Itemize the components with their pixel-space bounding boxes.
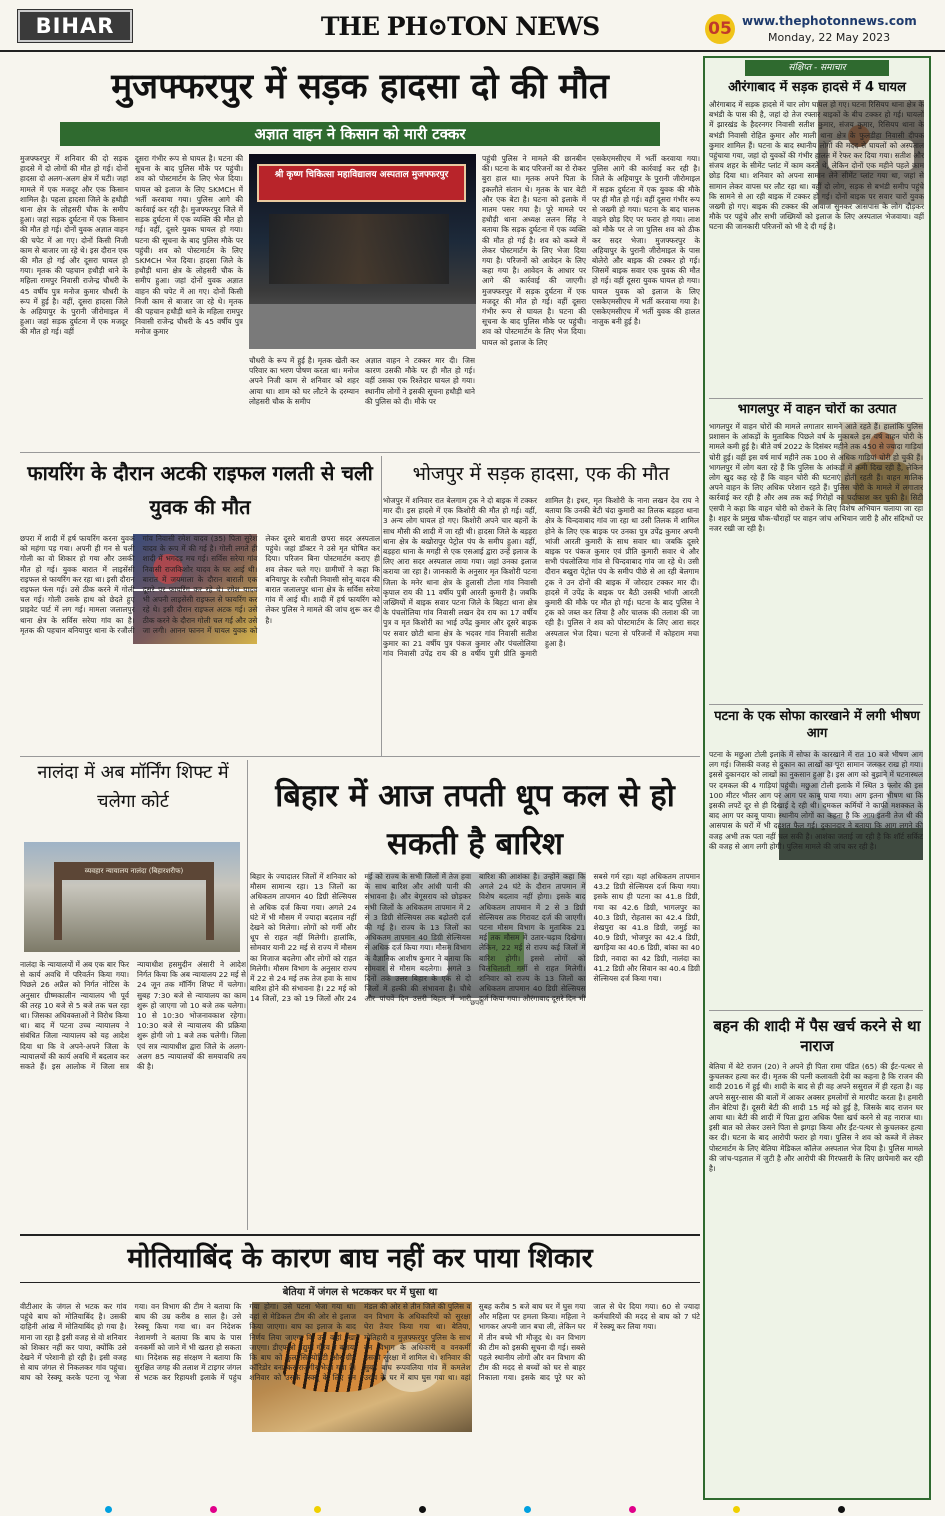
tiger-body: वीटीआर के जंगल से भटक कर गांव पहुंचे बाघ को मोतियाबिंद है। उसकी दाहिनी आंख में मोतियाबिंद हो गया है। माना जा रहा है इसी वजह से वो शनिवार को शिकार नहीं कर पाया, क्योंकि उसे देखने में परेशानी हो रही है। इसी वजह से बाघ जंगल से निकलकर गांव पहुंचा। बाघ को रेस्क्यू करके पटना जू भेजा गया। वन विभाग की टीम ने बताया कि बाघ की उम्र करीब 8 साल है। उसे रेस्क्यू किया गया था। वन निदेशक नेशामणी ने बताया कि बाघ के पास वनकर्मी को जाने में भी खतरा हो सकता था। निदेशक सह संरक्षण ने बताया कि सुरक्षित जगह की तलाश में टाइगर जंगल से भटक कर रिहायशी इलाके में पहुंच गया होगा। उसे पटना भेजा गया था। वहां से मेडिकल टीम की ओर से इलाज किया जाएगा। बाघ का इलाज के बाद निर्णय लिया जाएगा कि उसे कहां रखा जाएगा। डीएफओ प्रद्युम्न गौरव ने बताया कि बाघ को फुल सिक्योरिटी और ग्रीन कॉरिडोर बना कर राजगीर भेजा गया है। शनिवार को उसके रेस्क्यू के लिए वन मंडल की ओर से तीन जिले की पुलिस व वन विभाग के अधिकारियों को सुरक्षा घेरा तैयार किया गया था। बेतिया, मोतिहारी व मुज़फ्फरपुर पुलिस के साथ वन विभाग के अधिकारी व वनकर्मी उसकी सुरक्षा में शामिल थे। शनिवार की सुबह बाघ रूपवलिया गांव में कमलेश उरांव के घर में बाघ घुस गया था। वहां सुबह करीब 5 बजे बाघ घर में घुस गया और महिला पर हमला किया। महिला ने भागकर अपनी जान बचा ली, लेकिन घर में तीन बच्चे भी मौजूद थे। वन विभाग की टीम को इसकी सूचना दी गई। सबसे पहले स्थानीय लोगों और वन विभाग की टीम की मदद से बच्चों को घर से बाहर निकाला गया। इसके बाद पूरे घर को जाल से घेर दिया गया। 60 से ज्यादा कर्मचारियों की मदद से बाघ को 7 घंटे में रेस्क्यू कर लिया गया। [20,1302,700,1383]
color-registration-strip [105,1506,845,1514]
nalanda-headline: नालंदा में अब मॉर्निंग शिफ्ट में चलेगा कोर्ट [37,762,229,812]
court-photo: व्यवहार न्यायालय नालंदा (बिहारशरीफ) [24,842,240,952]
section-label: BIHAR [18,10,132,42]
divider [20,452,700,453]
website-link[interactable]: www.thephotonnews.com [742,14,917,28]
lead-column-2: दूसरा गंभीर रूप से घायल है। घटना की सूचना के बाद पुलिस मौके पर पहुंची। शव को पोस्टमार्टम के लिए भेज दिया। घायल को इलाज के लिए SKMCH में भर्ती करवाया गया। पुलिस आगे की कार्रवाई कर रही है। मुजफ्फरपुर जिले में सड़क दुर्घटना में एक व्यक्ति की मौत हो गई। वहीं, दूसरे युवक घायल हो गया। घटना की सूचना के बाद पुलिस मौके पर पहुंची। शव को पोस्टमार्टम के लिए SKMCH भेज दिया। हादसा जिले के हथौड़ी थाना क्षेत्र के लोहसरी चौक के समीप हुआ। जहां दोनों युवक अज्ञात वाहन की चपेट में आ गए। दोनों किसी निजी काम से बाजार जा रहे थे। मृतक की पहचान हथौड़ी थाने के महिला रामपुर निवासी राजेन्द्र चौधरी के 45 वर्षीय पुत्र मनोज कुमार [135,154,243,337]
rifle-story [20,456,380,756]
brief4-body: बेतिया में बेटे राजन (20) ने अपने ही पिता रामा पंडित (65) की ईंट-पत्थर से कुचलकर हत्या कर दी। मृतक की पत्नी कलावती देवी का कहना है कि राजन की शादी 2016 में हुई थी। शादी के बाद से ही वह अपने ससुराल में ही रहता है। वह अपने ससुर-सास की बातों में आकर अक्सर हमलोगों से मारपीट करता है। हमारी तीन बेटियां हैं। दूसरी बेटी की शादी 15 मई को हुई है, जिसके बाद राजन घर आया था। बेटी की शादी में पिता द्वारा अधिक पैसा खर्च करने से वह नाराज था। इसी बात को लेकर उसने पिता से झगड़ा किया और ईंट-पत्थर से कुचलकर हत्या कर दी। घटना के बाद आरोपी फरार हो गया। पुलिस ने शव को कब्जे में लेकर पोस्टमार्टम के लिए बेतिया मेडिकल कॉलेज अस्पताल भेज दिया है। पुलिस मामले की जांच-पड़ताल में जुटी है और आरोपी की गिरफ्तारी के लिए छापेमारी कर रही है। [709,1062,923,1174]
bhojpur-headline: भोजपुर में सड़क हादसा, एक की मौत [412,463,670,485]
lead-column-5: पहुंची पुलिस ने मामले की छानबीन की। घटना के बाद परिजनों का रो रोकर बुरा हाल था। मृतक अपने पिता के इकलौते संतान थे। मृतक के चार बेटी और एक बेटा है। घटना को इलाके में मातम पसर गया है। पूरे मामले पर हथौड़ी थाना अध्यक्ष ललन सिंह ने बताया कि सड़क दुर्घटना में एक व्यक्ति की मौत हो गई है। शव को कब्जे में लेकर पोस्टमार्टम के लिए भेजा दिया गया है। परिजनों को आवेदन के लिए कहा गया है। आवेदन के आधार पर आगे की कार्रवाई की जाएगी। मुजफ्फरपुर में सड़क दुर्घटना में एक मजदूर की मौत हो गई। वहीं दूसरा गंभीर रूप से घायल है। घटना की सूचना के बाद पुलिस मौके पर पहुंची। शव को पोस्टमार्टम के लिए भेज दिया। घायल को इलाज के लिए [482,154,586,347]
weather-headline: बिहार में आज तपती धूप कल से हो सकती है बारिश [275,778,675,862]
lead-story [20,58,700,453]
nalanda-body: नालंदा के न्यायालयों में अब एक बार फिर से कार्य अवधि में परिवर्तन किया गया। पिछले 26 अप्रैल को निर्गत नोटिस के अनुसार ग्रीष्मकालीन न्यायालय भी पूर्व की तरह 10 बजे से 5 बजे तक चल रहा था। जिसका अधिवक्ताओं ने विरोध किया था। बाद में पटना उच्च न्यायालय ने संबंधित जिला न्यायालय को यह आदेश दिया था कि वे अपने-अपने जिला के न्यायालयों की कार्य अवधि में बदलाव कर सकते हैं। इस आलोक में जिला सत्र न्यायाधीश हसमुदीन अंसारी ने आदेश निर्गत किया कि अब न्यायालय 22 मई से 24 जून तक मॉर्निंग शिफ्ट में चलेगा। सुबह 7:30 बजे से न्यायालय का काम शुरू हो जाएगा जो 10 बजे तक चलेगा। 10 से 10:30 भोजनावकाश रहेगा। 10:30 बजे से न्यायालय की प्रक्रिया शुरू होगी जो 1 बजे तक चलेगी। जिला एवं सत्र न्यायाधीश द्वारा जिले के अलग-अलग 85 न्यायालयों की समयावधि तय की है। [20,960,246,1072]
page-number: 05 [705,14,735,44]
weather-story [250,772,700,1232]
masthead [0,0,945,52]
brief1-headline: औरंगाबाद में सड़क हादसे में 4 घायल [728,80,906,95]
paper-name: THE PH⊙TON NEWS [320,12,600,41]
tiger-headline-bar: मोतियाबिंद के कारण बाघ नहीं कर पाया शिकार [20,1234,700,1283]
brief2-headline: भागलपुर में वाहन चोरों का उत्पात [737,402,897,417]
brief1-body: औरंगाबाद में सड़क हादसे में चार लोग घायल हो गए। घटना रिसियप थाना क्षेत्र के बभंडी के पास की है, जहां दो तेज रफ्तार बाइकों के बीच टक्कर हो गई। घायलों में झारखंड के हैदरनगर निवासी सतीश कुमार, संजय कुमार, रिसियप थाना के बभंडी निवासी रोहित कुमार और माली थाना क्षेत्र के फुलडीहा निवासी दीपक कुमार शामिल हैं। घटना के बाद स्थानीय लोगों की मदद से घायलों को अस्पताल पहुंचाया गया, जहां दो युवकों की गंभीर हालत में रेफर कर दिया गया। सतीश और संजय शहर के सीमेंट प्लांट में काम करते थे, लेकिन दोनों एक महीने पहले काम छोड़ दिया था। शनिवार को अपना सामान लेने सीमेंट प्लांट गया था, जहां से सामान लेकर वापस घर लौट रहा था। वहीं दो लोग, सड़क से बभंडी समीप पहुंचे कि सामने से आ रही बाइक में टक्कर हो गई। दोनों बाइक पर सवार चारों युवक जख्मी हो गए। बाइक की टक्कर की आवाज सुनकर आसपास के लोग दौड़कर मौके पर पहुंचे और सभी जख्मियों को इलाज के लिए अस्पताल भेजवाया। वहीं घटना की जानकारी परिजनों को भी दे दी गई है। [709,100,924,232]
hospital-signboard: श्री कृष्ण चिकित्सा महाविद्यालय अस्पताल मुजफ्फरपुर [257,164,466,202]
lead-headline: मुजफ्फरपुर में सड़क हादसा दो की मौत [111,67,609,107]
rifle-headline: फायरिंग के दौरान अटकी राइफल गलती से चली युवक की मौत [27,461,373,519]
lead-column-4: अज्ञात वाहन ने टक्कर मार दी। जिस कारण उसकी मौके पर ही मौत हो गई। वहीं उसका एक रिश्तेदार घायल हो गया। स्थानीय लोगों ने इसकी सूचना हथौड़ी थाने की पुलिस को दी। मौके पर [365,356,475,406]
lead-column-6: एसकेएमसीएच में भर्ती करवाया गया। पुलिस आगे की कार्रवाई कर रही है। जिले के अहियापुर के पुरानी जीरोमाइल में सड़क दुर्घटना में एक युवक की मौके पर ही मौत हो गई। वहीं दूसरा गंभीर रूप से जख्मी हो गया। घटना के बाद चालक वाहने छोड़ दिए पर फरार हो गया। लाश को मौके पर ले जा पुलिस शव को ठीक कर सदर भेजा। मुजफ्फरपुर के अहियापुर के पुरानी जीरोमाइल के पास बोलेरो और बाइक की टक्कर हो गई। जिसमें बाइक सवार एक युवक की मौत हो गई। वहीं दूसरा युवक घायल हो गया। घायल युवक को इलाज के लिए एसकेएमसीएच में भर्ती करवाया गया है। एसकेएमसीएच में भर्ती युवक की हालत नाजुक बनी हुई है। [592,154,700,327]
brief2-body: भागलपुर में वाहन चोरों की मामले लगातार सामने आते रहते हैं। हालांकि पुलिस प्रशासन के आंकड़ों के मुताबिक पिछले वर्ष के मुकाबले इस वर्ष वाहन चोरी के मामले कमी हुई है। बीते वर्ष 2022 के दिसंबर महीने तक 450 से ज्यादा गाड़ियां चोरी हुई। वहीं इस वर्ष मार्च महीने तक 100 से अधिक गाड़ियां चोरी हो चुकी हैं। भागलपुर में लोग बता रहे हैं कि पुलिस के आंकड़ों में कमी दिख रही है, लेकिन लोग खुद कह रहे हैं कि वाहन चोरी की घटनाएं होती रहती हैं। वाहन मालिक अपने वाहन के लिए अधिक परेशान रहते हैं। पुलिस चोरी के मामले में लगातार कार्रवाई कर रही है और अब तक कई गिरोहों का पर्दाफाश कर चुकी है। सिटी एसपी ने कहा कि वाहन चोरी को रोकने के लिए विशेष अभियान चलाया जा रहा है। शहर के प्रमुख चौक-चौराहों पर वाहन जांच अभियान जारी है और संदिग्धों पर नजर रखी जा रही है। [709,422,923,534]
lead-column-3: चौधरी के रूप में हुई है। मृतक खेती कर परिवार का भरण पोषण करता था। मनोज अपने निजी काम से शनिवार को शहर आया था। शाम को घर लौटने के दरम्यान लोहसरी चौक के समीप [249,356,359,406]
tiger-subhead: बेतिया में जंगल से भटककर घर में घुसा था [282,1287,438,1298]
hospital-photo [249,154,476,349]
weather-body: बिहार के ज्यादातर जिलों में शनिवार को मौसम सामान्य रहा। 13 जिलों का अधिकतम तापमान 40 डिग्री सेल्सियस से अधिक दर्ज किया गया। अगले 24 घंटे में भी मौसम में ज्यादा बदलाव नहीं देखने को मिलेगा। लोगों को गर्मी और धूप से राहत नहीं मिलेगी। हालांकि, सोमवार यानी 22 मई से राज्य में मौसम का मिजाज बदलेगा और लोगों को राहत मिलेगी। मौसम विभाग के अनुसार राज्य में 22 से 24 मई तक तेज हवा के साथ बारिश होने की संभावना है। 22 मई को 14 जिलों, 23 को 19 जिलों और 24 मई को राज्य के सभी जिलों में तेज हवा के साथ बारिश और आंधी पानी की संभावना है। और बेगूसराय को छोड़कर सभी जिलों के अधिकतम तापमान में 2 से 3 डिग्री सेल्सियस तक बढ़ोतरी दर्ज की गई है। राज्य के 13 जिलों का अधिकतम तापमान 40 डिग्री सेल्सियस से अधिक दर्ज किया गया। मौसम विभाग के वैज्ञानिक आशीष कुमार ने बताया कि सोमवार से मौसम बदलेगा। अगले 3 दिनों तक उत्तर बिहार के एक से दो जिलों में हल्की की संभावना है। चौथे और पांचवें दिन उत्तरी बिहार में भारी बारिश की आशंका है। उन्होंने कहा कि अगले 24 घंटे के दौरान तापमान में विशेष बदलाव नहीं होगा। इसके बाद अधिकतम तापमान में 2 से 3 डिग्री सेल्सियस तक गिरावट दर्ज की जाएगी। पटना मौसम विभाग के मुताबिक 21 मई तक मौसम में उतार-चढ़ाव दिखेगा। लेकिन, 22 मई से राज्य कई जिलों में बारिश होगी। इससे लोगों को चिलचिलाती गर्मी से राहत मिलेगी। शनिवार को राज्य के 13 जिलों का अधिकतम तापमान 40 डिग्री सेल्सियस दर्ज किया गया। औरंगाबाद दूसरे दिन भी सबसे गर्म रहा। यहां अधिकतम तापमान 43.2 डिग्री सेल्सियस दर्ज किया गया। इसके साथ ही पटना का 41.8 डिग्री, गया का 42.6 डिग्री, भागलपुर का 40.3 डिग्री, रोहतास का 42.4 डिग्री, शेखपुरा का 41.8 डिग्री, जमुई का 40.9 डिग्री, भोजपुर का 42.4 डिग्री, खगड़िया का 40.6 डिग्री, बांका का 40 डिग्री, नवादा का 42 डिग्री, नालंदा का 41.2 डिग्री और सिवान का 40.4 डिग्री सेल्सियस दर्ज किया गया। [250,872,700,1004]
brief-label: संक्षिप्त - समाचार [745,60,889,76]
brief3-headline: पटना के एक सोफा कारखाने में लगी भीषण आग [714,709,920,741]
weather-photo-caption: छपरा [470,999,484,1007]
lead-column-1: मुजफ्फरपुर में शनिवार की दो सड़क हादसे में दो लोगों की मौत हो गई। दोनों हादसा दो अलग-अलग क्षेत्र में घटी। जहां मामले में एक मजदूर और एक किसान शामिल है। पहला हादसा जिले के हथौड़ी थाना क्षेत्र के लोहसरी चौक के समीप हुआ। जहां सड़क दुर्घटना में एक किसान की मौत हो गई। दोनों युवक अज्ञात वाहन की चपेट में आ गए। दोनों किसी निजी काम से बाजार जा रहे थे। इस दौरान एक की मौत हो गई और दूसरा घायल हो गया। मृतक की पहचान हथौड़ी थाने के महिला रामपुर निवासी राजेन्द्र चौधरी के 45 वर्षीय पुत्र मनोज कुमार चौधरी के रूप में हुई है। वहीं, दूसरा हादसा जिले के अहियापुर के पुरानी जीरोमाइल में हुआ। जहां सड़क दुर्घटना में एक मजदूर की मौत हो गई। वहीं [20,154,128,337]
tiger-story [20,1234,700,1504]
divider [20,756,700,757]
issue-date: Monday, 22 May 2023 [768,31,891,44]
brief-box [703,56,931,1500]
brief4-headline: बहन की शादी में पैस खर्च करने से था नाराज [713,1017,921,1055]
bhojpur-story [383,456,699,756]
brief3-body: पटना के मछुआ टोली इलाके में सोफा के कारखाने में रात 10 बजे भीषण आग लग गई। जिसकी वजह से दुकान का लाखों का पूरा सामान जलकर राख हो गया। इससे दुकानदार को लाखों का नुकसान हुआ है। इस आग को बुझाने में घटनास्थल पर दमकल की 4 गाड़ियां पहुंची। मछुआ टोली इलाके में स्थित 3 फ्लोर की इस 100 मीटर भीतर आग पर आग पर काबू पाया गया। आग इतना भीषण था कि इसकी लपटें दूर से ही दिखाई दे रही थी। दमकल कर्मियों ने काफी मशक्कत के बाद आग पर काबू पाया। स्थानीय लोगों का कहना है कि आग इतनी तेज थी की आसपास के घरों में भी दहशत फैल गई। दुकानदार ने बताया कि आग लगने की वजह अभी तक पता नहीं चल सकी है। आशंका जताई जा रही है कि शॉर्ट सर्किट की वजह से आग लगी होगी। पुलिस मामले की जांच कर रही है। [709,750,923,851]
bhojpur-body: भोजपुर में शनिवार रात बेलगाम ट्रक ने दो बाइक में टक्कर मार दी। इस हादसे में एक किशोरी की मौत हो गई। वहीं, 3 अन्य लोग घायल हो गए। किशोरी अपने चार बहनों के साथ मौसी की शादी में जा रही थी। हादसा जिले के बड़हरा थाना क्षेत्र के बखोरापुर पेट्रोल पंप के समीप हुआ। वहीं, बड़हरा थाना के मगही से एक एसआई द्वारा उन्हें इलाज के लिए आरा सदर अस्पताल लाया गया। जहां उनका इलाज कराया जा रहा है। जानकारी के अनुसार मृत किशोरी पटना जिला के मनेर थाना क्षेत्र के हुलासी टोला गांव निवासी कृपाल राय की 11 वर्षीय पुत्री आरती कुमारी है। जबकि जख्मियों में बाइक सवार पटना जिले के बिहटा थाना क्षेत्र के पंचलोलिया गांव निवासी लखन देव राय का 17 वर्षीय पुत्र व मृत किशोरी का भाई उपेंद्र कुमार और दूसरे बाइक पर सवार छोटी थाना क्षेत्र के भदवर गांव निवासी सतीश कुमार का 21 वर्षीय पुत्र पंकज कुमार और पंचलोलिया गांव निवासी उपेंद्र राय की 8 वर्षीय पुत्री प्रीति कुमारी शामिल है। इधर, मृत किशोरी के नाना लखन देव राय ने बताया कि उनकी बेटी चंदा कुमारी का तिलक बड़हरा थाना क्षेत्र के चिन्दवाबाद गांव जा रहा था उसी तिलक में शामिल होने के लिए एक बाइक पर उनका पुत्र उपेंद्र कुमार अपनी भांजी आरती कुमारी के साथ सवार था। जबकि दूसरे बाइक पर पंकज कुमार एवं प्रीति कुमारी सवार थे और सभी पंचलोलिया गांव से चिन्दवाबाद गांव जा रहे थे। उसी दौरान बखुरा पेट्रोल पंप के समीप पीछे से आ रही बेलगाम ट्रक ने उन दोनों की बाइक में जोरदार टक्कर मार दी। हादसे में उपेंद्र के बाइक पर बैठी उसकी भांजी आरती कुमारी की मौके पर मौत हो गई। घटना के बाद पुलिस ने ट्रक को जब्त कर लिया है और चालक की तलाश की जा रही है। पुलिस ने शव को पोस्टमार्टम के लिए आरा सदर अस्पताल भेज दिया। घटना से परिजनों में कोहराम मचा हुआ है। [383,496,699,659]
rifle-body: छपरा में शादी में हर्ष फायरिंग करना युवक को महंगा पड़ गया। अपनी ही गन से चली गोली का वो शिकार हो गया और उसकी मौत हो गई। युवक बारात में लाइसेंसी राइफल से फायरिंग कर रहा था। इसी दौरान राइफल फंस गई। उसे ठीक करने में गोली चल गई। गोली उसके हाथ को छेदते हुए प्राइवेट पार्ट में लग गई। मामला जलालपुर थाना क्षेत्र के सर्विस सरेया गांव का है। मृतक की पहचान बनियापुर थाना के रजौली गांव निवासी रमेश यादव (35) पिता सुरेश यादव के रूप में की गई है। गोली लगते ही शादी में भगदड़ मच गई। सर्विस सरेया गांव निवासी राजकिशोर यादव के घर आई थी। बारात में जयमाला के दौरान बाराती एक दूसरे पर फायरिंग कर रहे थे। रमेश यादव भी अपनी लाइसेंसी राइफल से फायरिंग कर रहे थे। इसी दौरान राइफल अटक गई। उसे ठीक करने के दौरान गोली चल गई और उसे जा लगी। आनन फानन में घायल युवक को लेकर दूसरे बाराती छपरा सदर अस्पताल पहुंचे। जहां डॉक्टर ने उसे मृत घोषित कर दिया। परिजन बिना पोस्टमार्टम कराए ही शव लेकर चले गए। ग्रामीणों ने कहा कि बनियापुर के रजौली निवासी सोनू यादव की बारात जलालपुर थाना क्षेत्र के सर्विस सरेया गांव में आई थी। शादी में हर्ष फायरिंग को लेकर पुलिस ने मामले की जांच शुरू कर दी है। [20,534,380,635]
lead-subhead: अज्ञात वाहन ने किसान को मारी टक्कर [60,122,660,146]
divider [381,456,382,756]
divider [247,760,248,1230]
nalanda-story [20,758,246,1220]
